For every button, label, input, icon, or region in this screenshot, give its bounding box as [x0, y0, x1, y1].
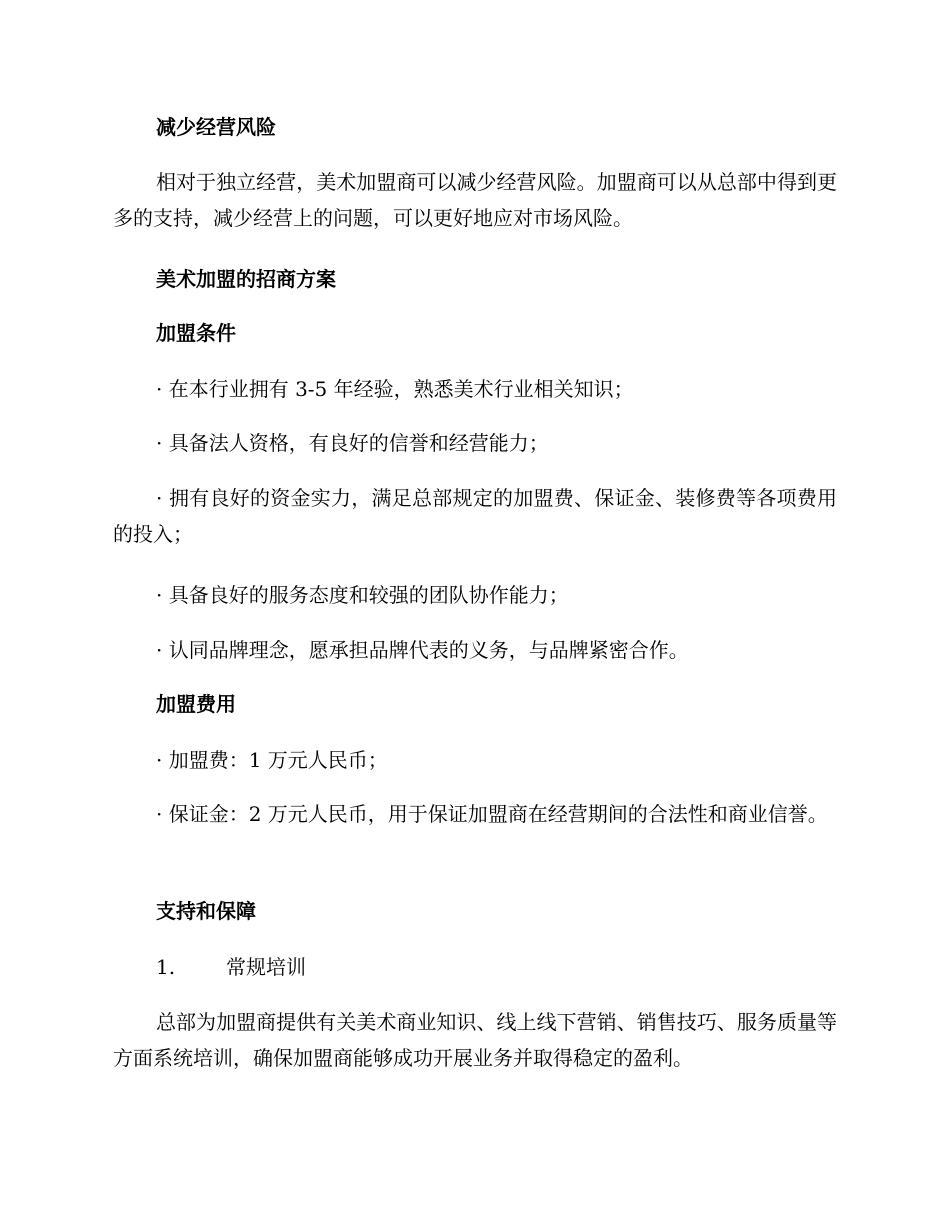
- heading-support: 支持和保障: [156, 899, 256, 923]
- paragraph-training: 总部为加盟商提供有关美术商业知识、线上线下营销、销售技巧、服务质量等方面系统培训，确保加盟商能够成功开展业务并取得稳定的盈利。: [113, 1010, 837, 1070]
- paragraph-reduce-risk: 相对于独立经营，美术加盟商可以减少经营风险。加盟商可以从总部中得到更多的支持，减少经营上的问题，可以更好地应对市场风险。: [113, 170, 837, 230]
- condition-item: · 拥有良好的资金实力，满足总部规定的加盟费、保证金、装修费等各项费用的投入；: [113, 486, 837, 546]
- condition-item: · 认同品牌理念，愿承担品牌代表的义务，与品牌紧密合作。: [156, 638, 689, 662]
- fee-item: · 保证金：2 万元人民币，用于保证加盟商在经营期间的合法性和商业信誉。: [156, 802, 828, 826]
- condition-item: · 具备法人资格，有良好的信誉和经营能力；: [156, 431, 549, 455]
- condition-item: · 在本行业拥有 3-5 年经验，熟悉美术行业相关知识；: [156, 377, 634, 401]
- condition-item: · 具备良好的服务态度和较强的团队协作能力；: [156, 583, 569, 607]
- support-item-title: 常规培训: [226, 955, 306, 979]
- heading-reduce-risk: 减少经营风险: [156, 115, 276, 139]
- heading-fees: 加盟费用: [156, 692, 236, 716]
- fee-item: · 加盟费：1 万元人民币；: [156, 748, 388, 772]
- heading-conditions: 加盟条件: [156, 321, 236, 345]
- heading-franchise-plan: 美术加盟的招商方案: [156, 267, 336, 291]
- support-item-number: 1.: [156, 955, 176, 979]
